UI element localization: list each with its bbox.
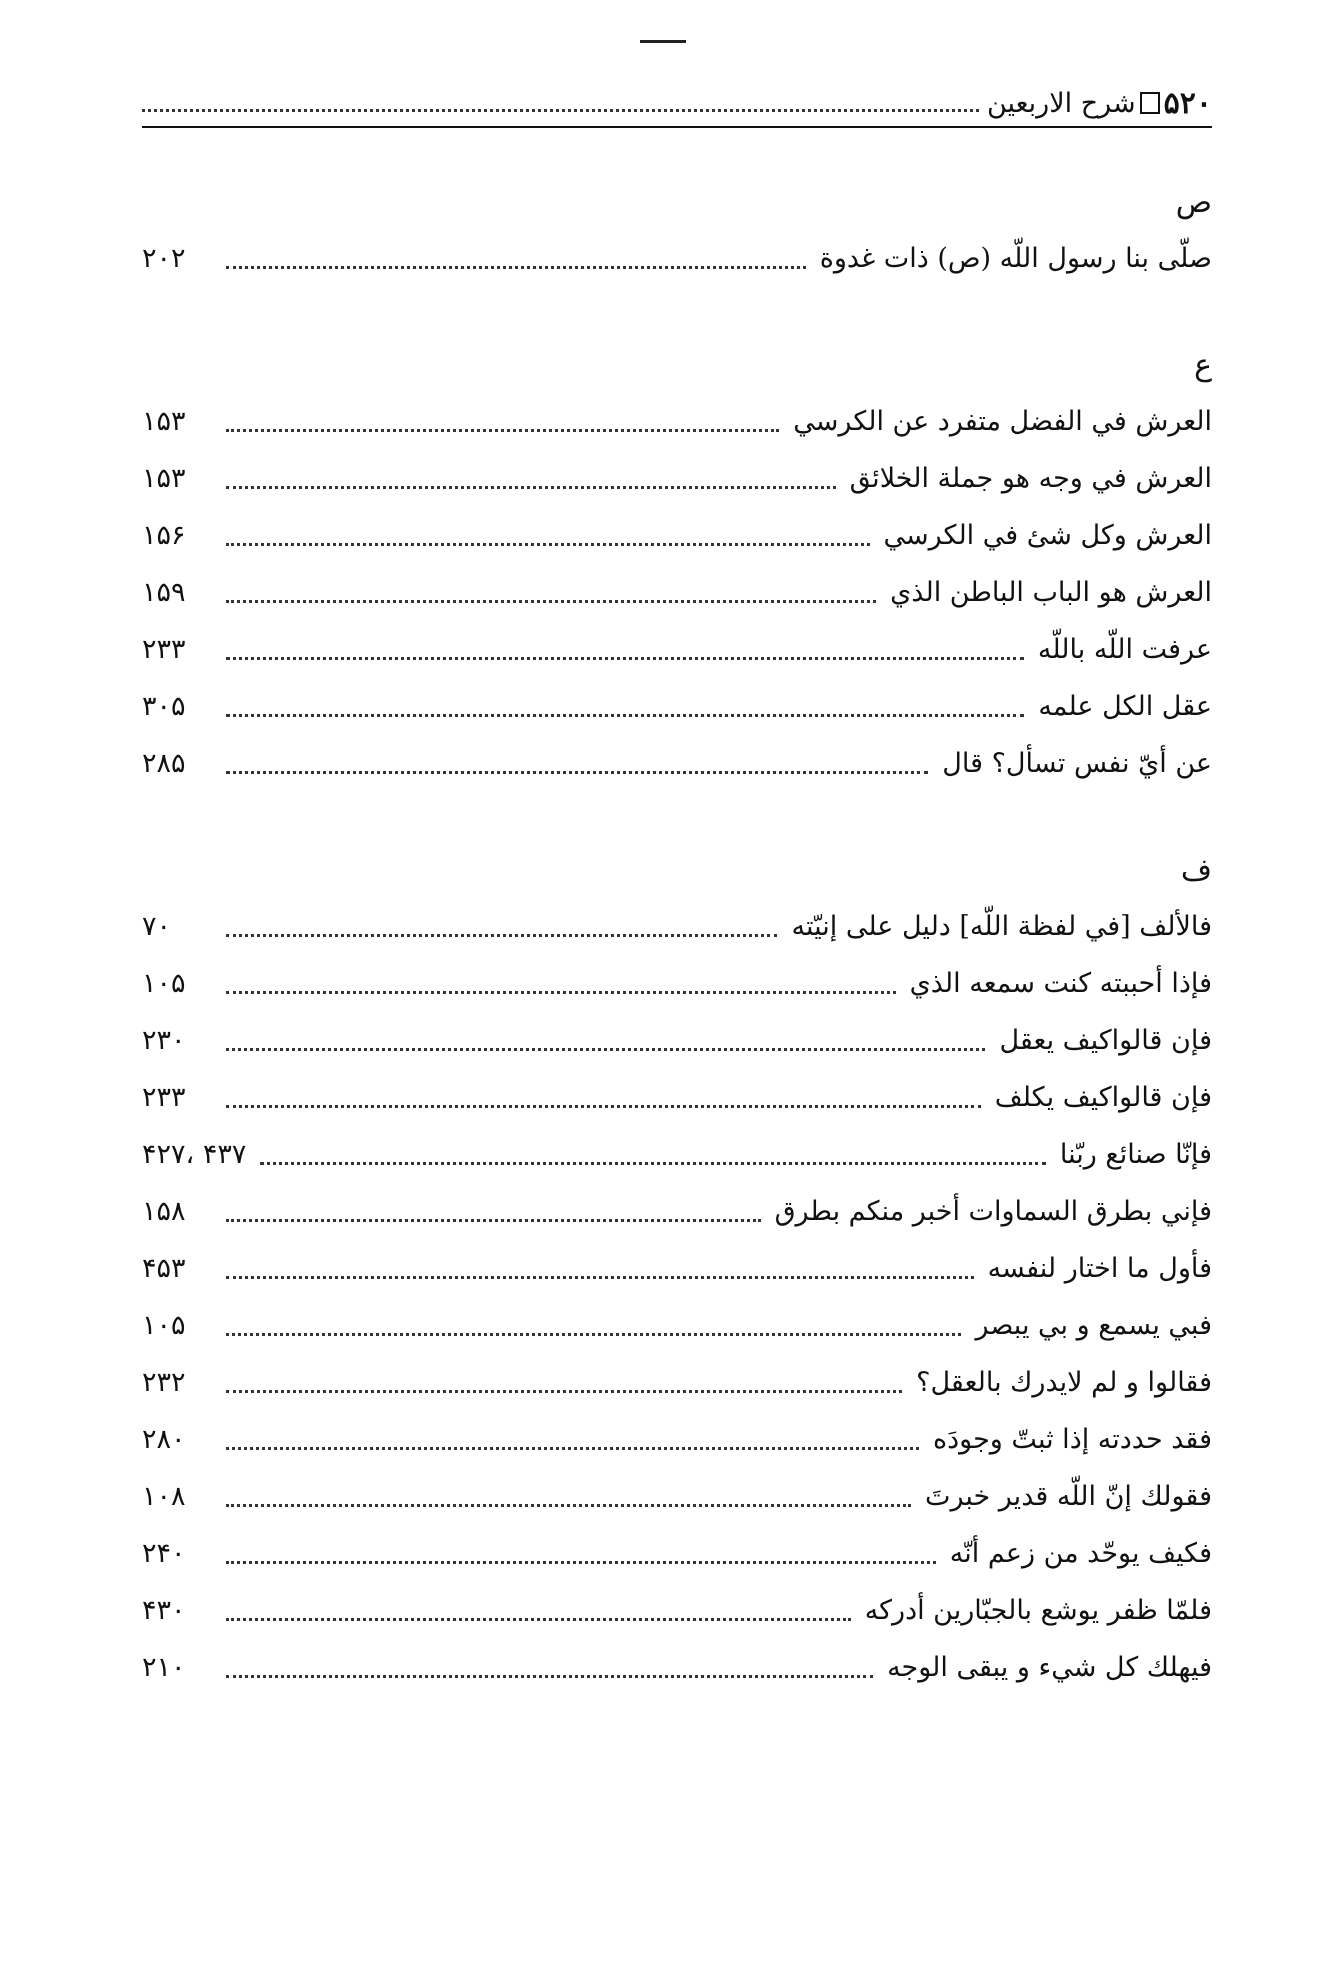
index-entry [142,560,1212,617]
index-entry [142,226,1212,283]
index-entry [142,1407,1212,1464]
index-entry [142,1236,1212,1293]
dot-leader [226,1276,974,1279]
dot-leader [260,1162,1046,1165]
entry-text: عرفت اللّه باللّه [1037,634,1212,665]
index-entry [142,951,1212,1008]
header-page-number: ۵۲۰ [1163,86,1212,121]
section-letter-sad: ص [1175,185,1212,220]
entry-text: فبي يسمع و بي يبصر [975,1310,1212,1341]
entry-text: صلّى بنا رسول اللّه (ص) ذات غدوة [819,243,1212,274]
entry-page: ۲۳۰ [142,1025,186,1056]
entry-page: ۲۴۰ [142,1538,186,1569]
dot-leader [226,934,777,937]
header-box-glyph [1140,92,1160,114]
index-entry [142,446,1212,503]
entry-page: ۷۰ [142,911,172,942]
entry-page: ۲۳۳ [142,634,186,665]
dot-leader [226,600,876,603]
dot-leader [226,1618,851,1621]
entry-text: فقولك إنّ اللّه قدير خبرتَ [925,1481,1212,1512]
entry-page: ۲۳۲ [142,1367,186,1398]
dot-leader [226,1105,981,1108]
entry-page: ۱۵۸ [142,1196,186,1227]
running-header [142,74,1212,124]
index-entry [142,617,1212,674]
dot-leader [226,991,896,994]
index-entry [142,503,1212,560]
entry-text: فيهلك كل شيء و يبقى الوجه [887,1652,1212,1683]
index-entry [142,731,1212,788]
entry-page: ۱۰۵ [142,1310,186,1341]
entry-text: فكيف يوحّد من زعم أنّه [949,1538,1212,1569]
entry-text: فإذا أحببته كنت سمعه الذي [909,968,1212,999]
entry-page: ۲۳۳ [142,1082,186,1113]
entry-page: ۱۵۶ [142,520,186,551]
entry-text: عن أيّ نفس تسأل؟ قال [942,748,1212,779]
entry-page: ۲۸۵ [142,748,186,779]
entry-page: ۳۰۵ [142,691,186,722]
header-rule [142,126,1212,128]
header-dot-leader [142,109,979,112]
index-entry [142,674,1212,731]
index-entry [142,1293,1212,1350]
entry-page: ۴۳۰ [142,1595,186,1626]
entry-text: فقد حددته إذا ثبتّ وجودَه [933,1424,1212,1455]
entry-page: ۱۵۳ [142,463,186,494]
index-entry [142,894,1212,951]
index-entry [142,1464,1212,1521]
dot-leader [226,429,779,432]
index-entry [142,1521,1212,1578]
dot-leader [226,543,870,546]
entry-text: العرش وكل شئ في الكرسي [883,520,1212,551]
entry-text: فإنّا صنائع ربّنا [1059,1139,1212,1170]
entry-text: فأول ما اختار لنفسه [987,1253,1212,1284]
entry-text: فالألف [في لفظة اللّه] دليل على إنيّته [791,911,1212,942]
dot-leader [226,1219,761,1222]
index-entry [142,1179,1212,1236]
dot-leader [226,771,928,774]
entry-text: العرش هو الباب الباطن الذي [890,577,1212,608]
top-dash-mark [640,40,686,43]
index-entry [142,1008,1212,1065]
entry-text: عقل الكل علمه [1038,691,1212,722]
dot-leader [226,1333,961,1336]
dot-leader [226,1390,902,1393]
entry-page: ۱۰۵ [142,968,186,999]
entry-page: ۲۱۰ [142,1652,186,1683]
entry-text: فإني بطرق السماوات أخبر منكم بطرق [774,1196,1212,1227]
dot-leader [226,657,1024,660]
entry-page: ۱۵۳ [142,406,186,437]
index-entry [142,1122,1212,1179]
index-entry [142,389,1212,446]
index-entry [142,1635,1212,1692]
index-content [142,180,1212,1692]
section-letter-ain: ع [1194,348,1212,383]
dot-leader [226,1447,919,1450]
dot-leader [226,486,836,489]
header-title: شرح الاربعين [986,88,1136,119]
entry-page: ۲۰۲ [142,243,186,274]
index-entry [142,1578,1212,1635]
dot-leader [226,1504,911,1507]
entry-page: ۱۰۸ [142,1481,186,1512]
dot-leader [226,1675,873,1678]
entry-text: فإن قالواكيف يعقل [999,1025,1212,1056]
entry-page: ۴۵۳ [142,1253,186,1284]
dot-leader [226,714,1024,717]
dot-leader [226,266,806,269]
entry-page: ۲۸۰ [142,1424,186,1455]
section-letter-fa: ف [1180,853,1212,888]
entry-page: ۴۳۷ ،۴۲۷ [142,1139,247,1170]
entry-text: العرش في الفضل متفرد عن الكرسي [793,406,1212,437]
entry-text: فإن قالواكيف يكلف [994,1082,1212,1113]
dot-leader [226,1561,936,1564]
section-gap [142,283,1212,343]
section-gap [142,788,1212,848]
entry-page: ۱۵۹ [142,577,186,608]
entry-text: فقالوا و لم لايدرك بالعقل؟ [916,1367,1212,1398]
entry-text: فلمّا ظفر يوشع بالجبّارين أدركه [864,1595,1212,1626]
entry-text: العرش في وجه هو جملة الخلائق [849,463,1212,494]
dot-leader [226,1048,985,1051]
index-entry [142,1350,1212,1407]
index-entry [142,1065,1212,1122]
